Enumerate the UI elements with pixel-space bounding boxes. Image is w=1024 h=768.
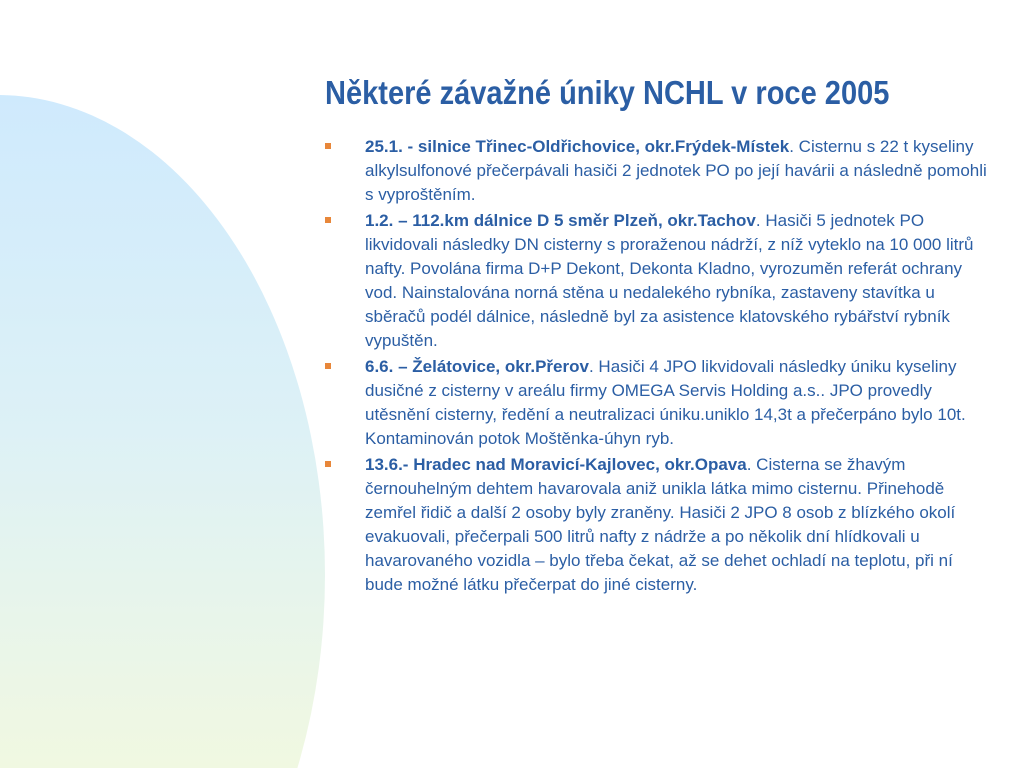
incident-description: . Cisternu s 22 t kyseliny alkylsulfonové přečerpávali hasiči 2 jednotek PO po její havárii a následně pomohli s vyproštěním.: [365, 137, 987, 204]
list-item: [325, 453, 995, 597]
incident-heading: 13.6.- Hradec nad Moravicí-Kajlovec, okr.Opava: [365, 455, 747, 474]
square-bullet-icon: [325, 217, 331, 223]
square-bullet-icon: [325, 363, 331, 369]
decorative-gradient-shape: [0, 95, 325, 768]
bullet-list: [325, 135, 995, 599]
square-bullet-icon: [325, 143, 331, 149]
list-item: [325, 355, 995, 451]
incident-description: . Hasiči 5 jednotek PO likvidovali následky DN cisterny s proraženou nádrží, z níž vyteklo na 10 000 litrů nafty. Povolána firma D+P Dekont, Dekonta Kladno, vyrozuměn referát ochrany vod. Nainstalována norná stěna u nedalekého rybníka, zastaveny stavítka u sběračů podél dálnice, následně byl za asistence klatovského rybářství rybník vypuštěn.: [365, 211, 974, 350]
square-bullet-icon: [325, 461, 331, 467]
incident-heading: 25.1. - silnice Třinec-Oldřichovice, okr.Frýdek-Místek: [365, 137, 790, 156]
slide-title: Některé závažné úniky NCHL v roce 2005: [325, 74, 890, 111]
incident-description: . Hasiči 4 JPO likvidovali následky úniku kyseliny dusičné z cisterny v areálu firmy OMEGA Servis Holding a.s.. JPO provedly utěsnění cisterny, ředění a neutralizaci úniku.uniklo 14,3t a přečerpáno bylo 10t. Kontaminován potok Moštěnka-úhyn ryb.: [365, 357, 966, 448]
incident-description: . Cisterna se žhavým černouhelným dehtem havarovala aniž unikla látka mimo cisternu. Přinehodě zemřel řidič a další 2 osoby byly zraněny. Hasiči 2 JPO 8 osob z blízkého okolí evakuovali, přečerpali 500 litrů nafty z nádrže a po několik dní hlídkovali u havarovaného vozidla – bylo třeba čekat, až se dehet ochladí na teplotu, při ní bude možné látku přečerpat do jiné cisterny.: [365, 455, 956, 594]
list-item: [325, 209, 995, 353]
incident-heading: 6.6. – Želátovice, okr.Přerov: [365, 357, 589, 376]
incident-heading: 1.2. – 112.km dálnice D 5 směr Plzeň, okr.Tachov: [365, 211, 756, 230]
list-item: [325, 135, 995, 207]
